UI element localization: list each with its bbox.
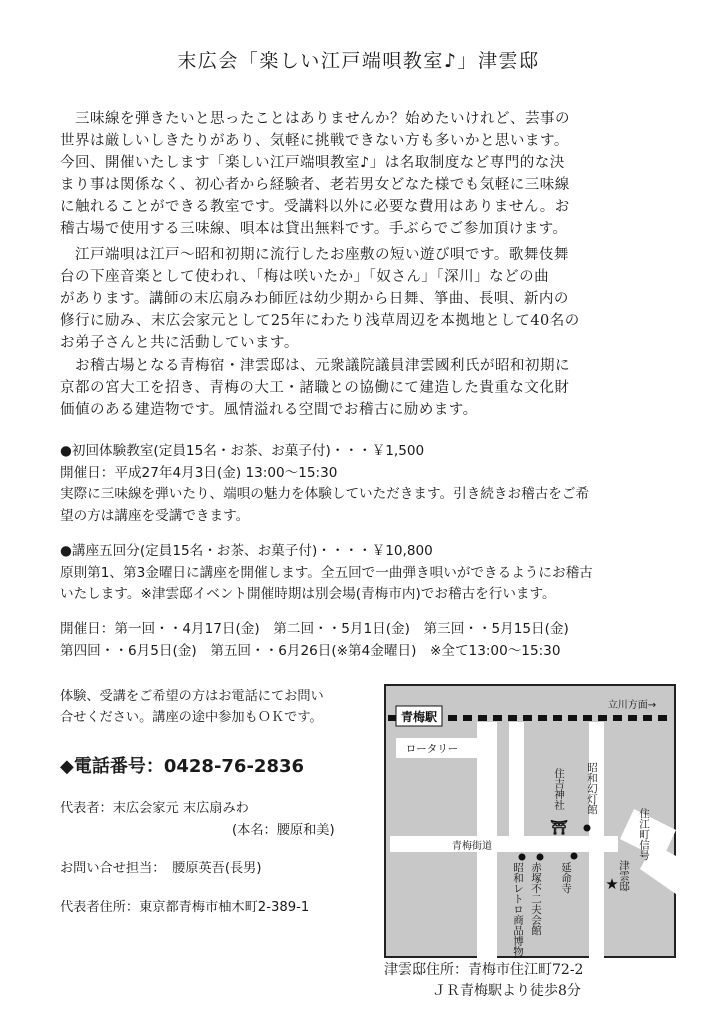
- station-label: 青梅駅: [400, 710, 438, 724]
- venue-access: ＪＲ青梅駅より徒歩8分: [432, 983, 581, 999]
- akatsuka-label: 赤塚不二夫会館: [530, 862, 542, 936]
- intro-line: 三味線を弾きたいと思ったことはありませんか？始めたいけれど、芸事の: [75, 111, 570, 127]
- ome-kaido-road: [390, 836, 618, 852]
- page-title: 末広会「楽しい江戸端唄教室♪」津雲邸: [177, 50, 540, 72]
- venue-address: 津雲邸住所：青梅市住江町72-2: [384, 962, 584, 978]
- access-map: [384, 684, 676, 958]
- intro-line: 今回、開催いたします「楽しい江戸端唄教室♪」は名取制度など専門的な決: [60, 155, 565, 171]
- intro-line: があります。講師の末広扇みわ師匠は幼少期から日舞、箏曲、長唄、新内の: [60, 291, 569, 307]
- phone-number[interactable]: ◆電話番号：0428-76-2836: [60, 756, 305, 777]
- shrine-icon: ⛩: [550, 820, 568, 836]
- course-schedule: [60, 619, 680, 662]
- side-road: [509, 722, 524, 852]
- intro-line: 修行に励み、末広会家元として25年にわたり浅草周辺を本拠地として40名の: [60, 313, 580, 329]
- contact-note: 体験、受講をご希望の方はお電話にてお問い 合せください。講座の途中参加もＯＫです。: [60, 689, 324, 725]
- retro-museum-marker: [519, 854, 526, 861]
- footer-address: [384, 960, 684, 1002]
- inquiry-contact: お問い合せ担当： 腰原英吾(長男): [60, 861, 262, 876]
- enmei-marker: [571, 853, 578, 860]
- course-heading: ●講座五回分(定員15名・お茶、お菓子付)・・・・￥10,800: [60, 543, 433, 559]
- rotary-label: ロータリー: [405, 743, 459, 755]
- intro-line: お稽古場となる青梅宿・津雲邸は、元衆議院議員津雲國利氏が昭和初期に: [75, 358, 570, 374]
- intro-line: 稽古場で使用する三味線、唄本は貸出無料です。手ぶらでご参加頂けます。: [60, 221, 568, 237]
- intro-line: 世界は厳しいしきたりがあり、気軽に挑戦できない方も多いかと思います。: [60, 133, 569, 149]
- course-desc: 原則第1、第3金曜日に講座を開催します。全五回で一曲弾き唄いができるようにお稽古: [60, 564, 593, 581]
- ome-kaido-label: 青梅街道: [452, 841, 492, 852]
- enmei-label: 延命寺: [560, 862, 572, 894]
- signal-label: 住江町信号: [638, 808, 650, 861]
- trial-heading: ●初回体験教室(定員15名・お茶、お菓子付)・・・￥1,500: [60, 443, 425, 459]
- tsukumo-label: 津雲邸: [618, 860, 630, 892]
- sumie-road: [589, 722, 604, 958]
- intro-line: 江戸端唄は江戸～昭和初期に流行したお座敷の短い遊び唄です。歌舞伎舞: [75, 247, 569, 263]
- intro-paragraph-1: [60, 108, 670, 240]
- retro-museum-label: 昭和レトロ商品博物館: [512, 862, 524, 958]
- schedule-line: 第四回・・6月5日(金) 第五回・・6月26日(※第4金曜日) ※全て13:00～15:30: [60, 642, 561, 659]
- star-icon: ★: [605, 875, 619, 893]
- trial-desc: 実際に三味線を弾いたり、端唄の魅力を体験していただきます。引き続きお稽古をご希: [60, 486, 590, 502]
- trial-section: [60, 441, 680, 527]
- representative-address: 代表者住所：東京都青梅市柚木町2-389-1: [60, 900, 310, 915]
- intro-line: お弟子さんと共に活動しています。: [60, 335, 299, 351]
- schedule-line: 開催日：第一回・・4月17日(金) 第二回・・5月1日(金) 第三回・・5月15日(金): [60, 621, 569, 637]
- intro-line: 台の下座音楽として使われ、「梅は咲いたか」「奴さん」「深川」などの曲: [60, 269, 550, 285]
- representative: 代表者：末広会家元 末広扇みわ: [60, 801, 249, 816]
- intro-line: まり事は関係なく、初心者から経験者、老若男女どなた様でも気軽に三味線: [60, 177, 570, 193]
- map-svg: [384, 684, 676, 958]
- trial-date: 開催日：平成27年4月3日(金) 13:00～15:30: [60, 464, 338, 481]
- intro-line: 京都の宮大工を招き、青梅の大工・諸職との協働にて建造した貴重な文化財: [60, 380, 570, 396]
- representative-real-name: (本名：腰原和美): [232, 823, 335, 838]
- course-section: [60, 541, 680, 606]
- intro-line: 価値のある建造物です。風情溢れる空間でお稽古に励めます。: [60, 402, 478, 418]
- gento-marker: [584, 825, 591, 832]
- gento-label: 昭和幻灯館: [586, 762, 598, 815]
- sumiyoshi-label: 住吉神社: [553, 768, 565, 810]
- intro-paragraph-2: [60, 244, 670, 354]
- intro-paragraph-3: [60, 355, 670, 421]
- trial-desc: 望の方は講座を受講できます。: [60, 507, 250, 524]
- akatsuka-marker: [537, 854, 544, 861]
- tachikawa-label: 立川方面→: [607, 700, 657, 711]
- course-desc: いたします。※津雲邸イベント開催時期は別会場(青梅市内)でお稽古を行います。: [60, 586, 556, 602]
- intro-line: に触れることができる教室です。受講料以外に必要な費用はありません。お: [60, 199, 570, 215]
